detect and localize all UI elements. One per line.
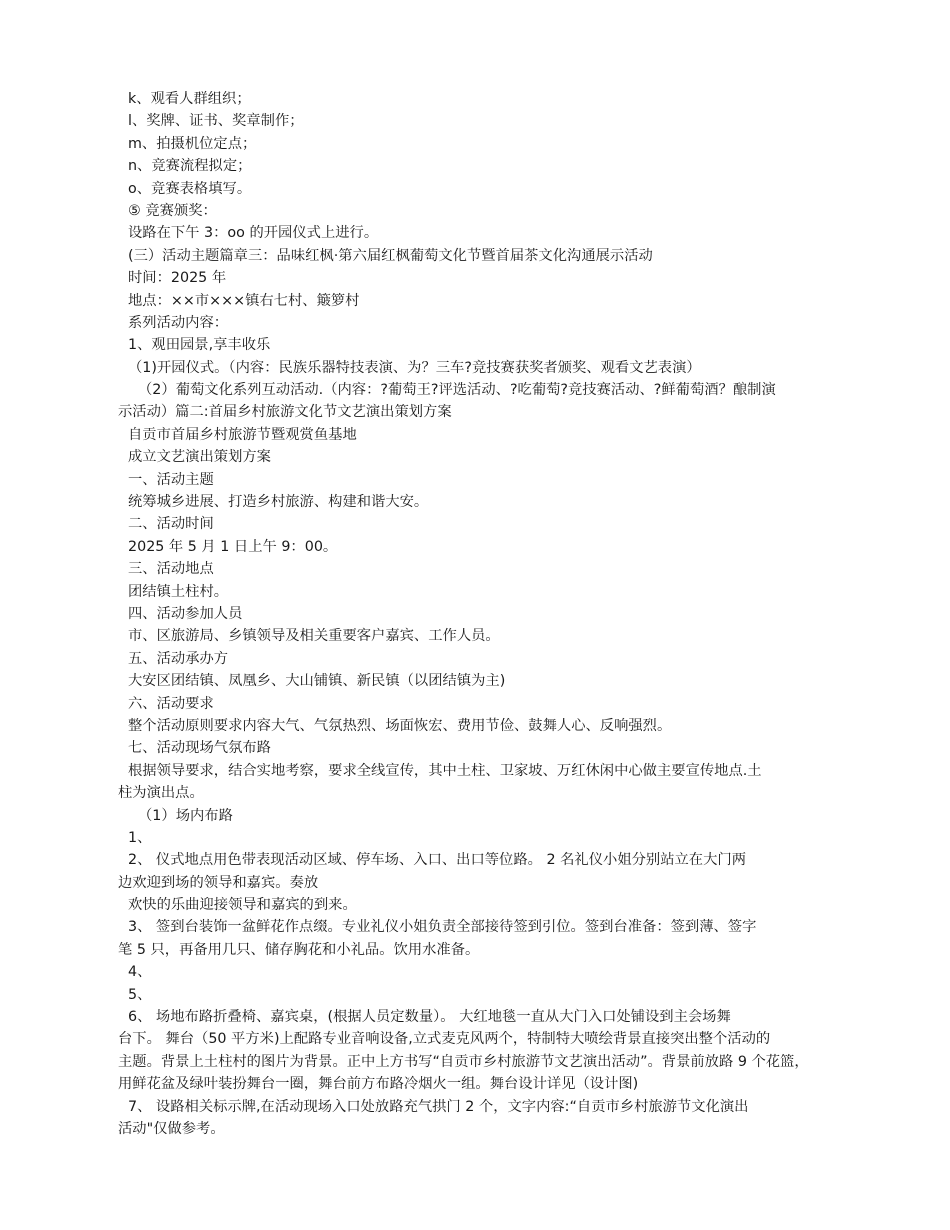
text-line: 四、活动参加人员 [128, 605, 243, 622]
text-line: 边欢迎到场的领导和嘉宾。奏放 [118, 874, 319, 891]
text-line: 时间：2025 年 [128, 270, 227, 287]
text-line: 七、活动现场气氛布路 [128, 740, 271, 757]
text-line: 柱为演出点。 [118, 785, 204, 802]
text-line: 2、 仪式地点用色带表现活动区域、停车场、入口、出口等位路。 2 名礼仪小姐分别站立在大门两 [128, 852, 746, 869]
text-line: 六、活动要求 [128, 695, 214, 712]
text-line: 台下。 舞台（50 平方米)上配路专业音响设备,立式麦克风两个，特制特大喷绘背景直接突出整个活动的 [118, 1031, 771, 1048]
text-line: k、观看人群组织； [128, 91, 251, 107]
text-line: 自贡市首届乡村旅游节暨观赏鱼基地 [128, 426, 357, 443]
text-line: 二、活动时间 [128, 516, 214, 533]
text-line: （2）葡萄文化系列互动活动.（内容：?葡萄王?评选活动、?吃葡萄?竞技赛活动、?鲜葡萄酒？酿制演 [138, 382, 776, 399]
text-line: o、竞赛表格填写。 [128, 180, 252, 197]
text-line: 3、 签到台装饰一盆鲜花作点缀。专业礼仪小姐负责全部接待签到引位。签到台准备：签到薄、签字 [128, 919, 757, 936]
text-line: 统筹城乡进展、打造乡村旅游、构建和谐大安。 [128, 494, 429, 511]
text-line: 三、活动地点 [128, 561, 214, 578]
text-line: 系列活动内容： [128, 314, 229, 331]
text-line: 设路在下午 3：oo 的开园仪式上进行。 [128, 225, 379, 242]
text-line: 1、 [128, 829, 152, 846]
text-line: 整个活动原则要求内容大气、气氛热烈、场面恢宏、费用节俭、鼓舞人心、反响强烈。 [128, 717, 672, 734]
text-line: 6、 场地布路折叠椅、嘉宾桌，(根据人员定数量）。 大红地毯一直从大门入口处铺设到主会场舞 [128, 1009, 731, 1026]
text-line: （1)开园仪式。（内容：民族乐器特技表演、为？三车?竞技赛获奖者颁奖、观看文艺表演） [128, 359, 701, 376]
text-line: 大安区团结镇、凤凰乡、大山铺镇、新民镇（以团结镇为主) [128, 673, 506, 690]
text-line: l、奖牌、证书、奖章制作； [128, 113, 304, 130]
text-line: 地点：××市×××镇右七村、簸箩村 [128, 292, 360, 309]
document-body [118, 88, 854, 1140]
text-line: 用鲜花盆及绿叶装扮舞台一圈，舞台前方布路冷烟火一组。舞台设计详见（设计图) [118, 1076, 639, 1093]
text-line: (三）活动主题篇章三：品味红枫·第六届红枫葡萄文化节暨首届茶文化沟通展示活动 [128, 247, 653, 264]
text-line: m、拍摄机位定点； [128, 135, 257, 152]
text-line: 一、活动主题 [128, 471, 214, 488]
text-line: 欢快的乐曲迎接领导和嘉宾的到来。 [128, 897, 357, 914]
text-line: 2025 年 5 月 1 日上午 9：00。 [128, 538, 338, 555]
text-line: 五、活动承办方 [128, 650, 229, 667]
text-line: 成立文艺演出策划方案 [128, 449, 271, 466]
text-line: ⑤ 竞赛颁奖： [128, 202, 217, 219]
text-line: （1）场内布路 [138, 807, 233, 824]
text-line: 市、区旅游局、乡镇领导及相关重要客户嘉宾、工作人员。 [128, 628, 500, 645]
text-line: 主题。背景上土柱村的图片为背景。正中上方书写“自贡市乡村旅游节文艺演出活动”。背景前放路 9 个花篮， [118, 1053, 809, 1070]
text-line: 1、观田园景,享丰收乐 [128, 337, 271, 354]
text-line: 笔 5 只，再备用几只、储存胸花和小礼品。饮用水准备。 [118, 941, 480, 958]
text-line: 根据领导要求，结合实地考察，要求全线宣传，其中土柱、卫家坡、万红休闲中心做主要宣传地点.土 [128, 762, 762, 779]
text-line: 4、 [128, 964, 152, 981]
text-line: n、竞赛流程拟定； [128, 158, 252, 175]
text-line: 7、 设路相关标示牌,在活动现场入口处放路充气拱门 2 个，文字内容:“自贡市乡村旅游节文化演出 [128, 1098, 749, 1115]
text-line: 活动"仅做参考。 [118, 1120, 225, 1137]
text-line: 团结镇土柱村。 [128, 583, 229, 600]
text-line: 示活动）篇二:首届乡村旅游文化节文艺演出策划方案 [118, 404, 452, 421]
text-line: 5、 [128, 986, 152, 1003]
